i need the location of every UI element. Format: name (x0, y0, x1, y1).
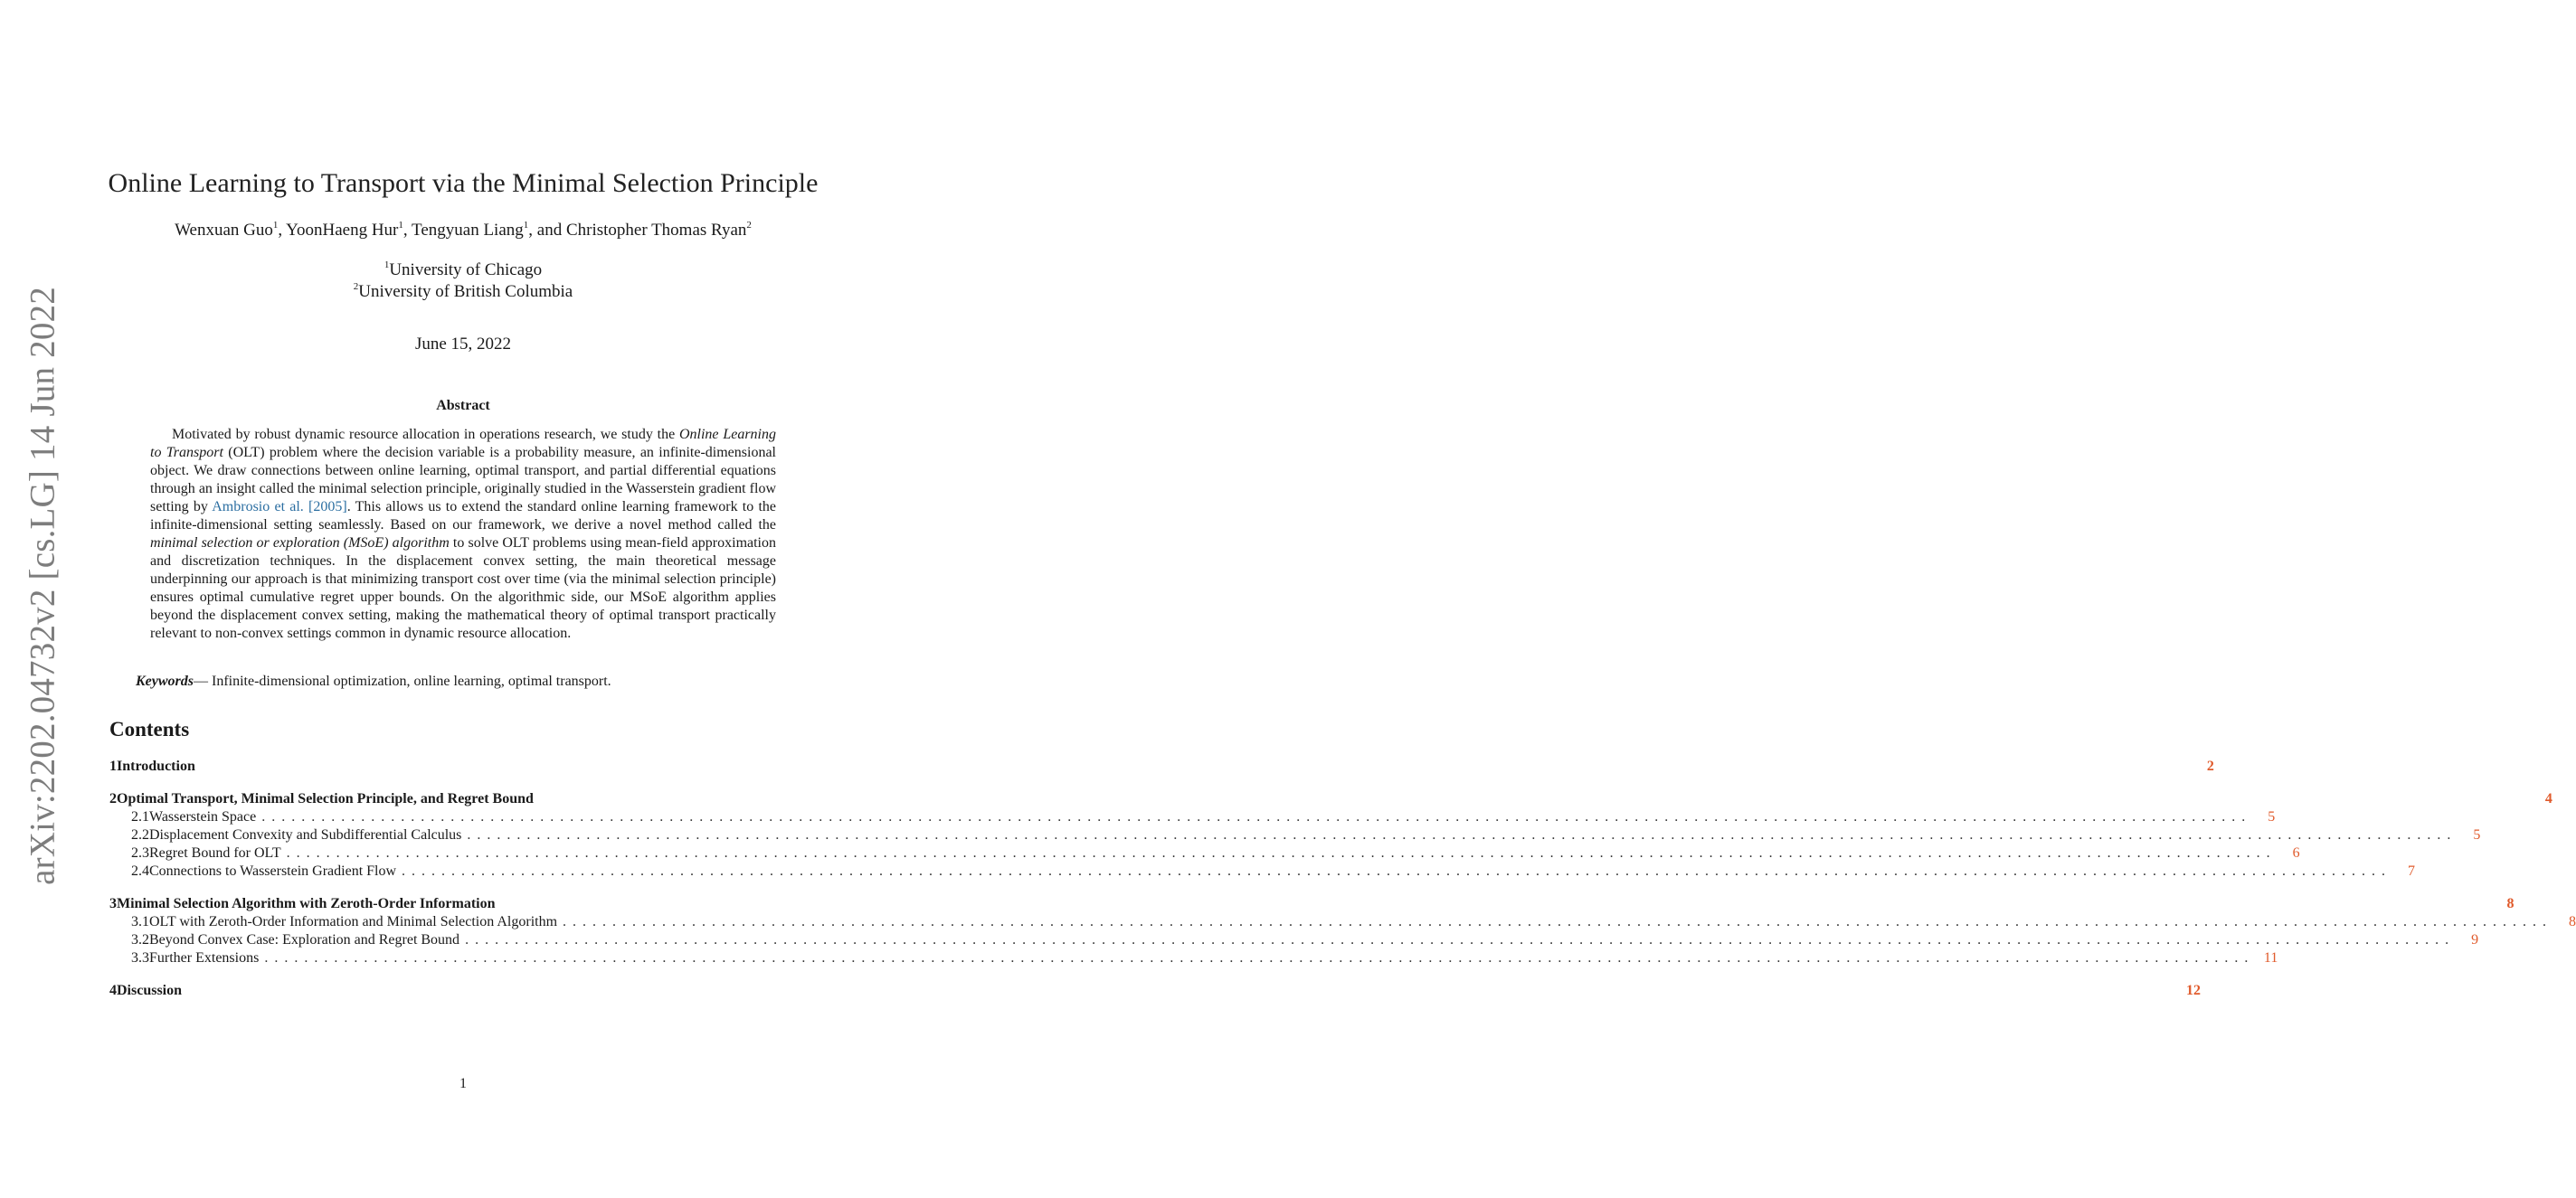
author-list (0, 221, 926, 241)
arxiv-identifier-stamp: arXiv:2202.04732v2 [cs.LG] 14 Jun 2022 (23, 287, 62, 885)
keywords-label: Keywords (136, 674, 194, 689)
toc-entry-number: 2.3 (131, 845, 149, 861)
abstract-segment: (OLT) problem where the decision variable is a probability measure, an infinite-dimensional object. We draw connections between online learning, optimal transport, and partial differential equations through an insight called the minimal selection principle, originally studied in the Wasserstein gradient flow setting by (150, 445, 776, 514)
citation-bracket: ] (342, 499, 347, 514)
toc-section-entry[interactable] (109, 982, 2202, 1000)
citation-authors[interactable]: Ambrosio et al. (212, 499, 304, 514)
affiliation-name: University of Chicago (389, 260, 543, 279)
toc-subsection-entry[interactable] (109, 949, 2278, 967)
toc-entry-number: 4 (109, 983, 117, 998)
toc-entry-number: 3.1 (131, 914, 149, 929)
toc-entry-title[interactable]: Further Extensions (149, 950, 260, 966)
toc-entry-title[interactable]: Regret Bound for OLT (149, 845, 281, 861)
toc-dot-leader: ........................................................................................................................................................................................................ (465, 932, 2456, 948)
toc-subsection-entry[interactable] (109, 826, 2481, 844)
abstract-emphasis: minimal selection or exploration (MSoE) algorithm (150, 535, 450, 551)
author-separator: , (278, 221, 287, 240)
toc-page-link[interactable]: 7 (2408, 863, 2416, 879)
toc-page-link[interactable]: 5 (2268, 809, 2276, 825)
page-number: 1 (459, 1076, 467, 1091)
toc-entry-number: 2.2 (131, 827, 149, 843)
toc-page-link[interactable]: 8 (2506, 896, 2514, 911)
toc-page-link[interactable]: 4 (2544, 791, 2552, 807)
toc-entry-title[interactable]: Minimal Selection Algorithm with Zeroth-Order Information (117, 896, 496, 911)
citation-bracket: [ (303, 499, 314, 514)
toc-page-link[interactable]: 11 (2263, 950, 2278, 966)
citation-year[interactable]: 2005 (313, 499, 343, 514)
keywords-text: Infinite-dimensional optimization, online learning, optimal transport. (212, 674, 611, 689)
affiliation-line (0, 259, 926, 281)
toc-entry-title[interactable]: Displacement Convexity and Subdifferential Calculus (149, 827, 462, 843)
citation-link[interactable] (212, 499, 346, 514)
toc-entry-number: 2 (109, 791, 117, 807)
table-of-contents (109, 758, 2576, 1000)
toc-page-link[interactable]: 9 (2471, 932, 2479, 948)
toc-dot-leader: ........................................................................................................................................................................................................ (286, 845, 2277, 861)
toc-page-link[interactable]: 5 (2473, 827, 2481, 843)
abstract-heading: Abstract (436, 398, 490, 413)
contents-heading: Contents (109, 718, 190, 740)
toc-dot-leader: ........................................................................................................................................................................................................ (563, 914, 2553, 929)
affiliation-line (0, 281, 926, 303)
author-affiliation-mark: 1 (398, 220, 403, 231)
author-name: Wenxuan Guo (175, 221, 273, 240)
toc-entry-number: 2.4 (131, 863, 149, 879)
toc-entry-number: 1 (109, 759, 117, 774)
toc-dot-leader: ........................................................................................................................................................................................................ (264, 950, 2255, 966)
paper-title: Online Learning to Transport via the Minimal Selection Principle (108, 168, 819, 198)
toc-subsection-entry[interactable] (109, 808, 2276, 826)
author-separator: , and (528, 221, 566, 240)
toc-entry-title[interactable]: OLT with Zeroth-Order Information and Minimal Selection Algorithm (149, 914, 558, 929)
toc-entry-number: 2.1 (131, 809, 149, 825)
abstract-segment: . This allows us to extend the standard online learning framework to the infinite-dimensional setting seamlessly. Based on our framework, we derive a novel method called the (150, 499, 777, 533)
toc-page-link[interactable]: 6 (2292, 845, 2300, 861)
publication-date: June 15, 2022 (414, 335, 512, 354)
toc-entry-title[interactable]: Connections to Wasserstein Gradient Flow (149, 863, 397, 879)
toc-page-link[interactable]: 2 (2206, 759, 2214, 774)
toc-subsection-entry[interactable] (109, 863, 2416, 881)
toc-subsection-entry[interactable] (109, 844, 2300, 863)
keywords (136, 674, 787, 690)
author-name: Tengyuan Liang (412, 221, 524, 240)
toc-entry-title[interactable]: Optimal Transport, Minimal Selection Principle, and Regret Bound (117, 791, 534, 807)
keywords-dash: — (194, 674, 212, 689)
toc-entry-title[interactable]: Wasserstein Space (149, 809, 257, 825)
toc-entry-title[interactable]: Beyond Convex Case: Exploration and Regret Bound (149, 932, 460, 948)
author-separator: , (402, 221, 412, 240)
affiliation-mark: 2 (353, 281, 359, 292)
toc-page-link[interactable]: 8 (2569, 914, 2576, 929)
author-name: Christopher Thomas Ryan (565, 221, 747, 240)
toc-entry-number: 3.2 (131, 932, 149, 948)
toc-subsection-entry[interactable] (109, 913, 2576, 931)
toc-section-entry[interactable] (109, 790, 2552, 808)
abstract-text (150, 426, 776, 643)
toc-entry-number: 3 (109, 896, 117, 911)
toc-page-link[interactable]: 12 (2186, 983, 2202, 998)
abstract-segment: to solve OLT problems using mean-field approximation and discretization techniques. In the displacement convex setting, the main theoretical message underpinning our approach is that minimizing transport cost over time (via the minimal selection principle) ensures optimal cumulative regret upper bounds. On the algorithmic side, our MSoE algorithm applies beyond the displacement convex setting, making the mathematical theory of optimal transport practically relevant to non-convex settings common in dynamic resource allocation. (150, 535, 777, 641)
author-affiliation-mark: 1 (272, 220, 279, 231)
affiliation-mark: 1 (384, 259, 390, 270)
toc-subsection-entry[interactable] (109, 931, 2479, 949)
author-affiliation-mark: 1 (523, 220, 529, 231)
toc-section-entry[interactable] (109, 895, 2514, 913)
abstract-segment: Motivated by robust dynamic resource allocation in operations research, we study the (172, 427, 679, 442)
author-name: YoonHaeng Hur (286, 221, 399, 240)
toc-entry-title[interactable]: Introduction (117, 759, 195, 774)
toc-dot-leader: ........................................................................................................................................................................................................ (261, 809, 2252, 825)
toc-entry-title[interactable]: Discussion (117, 983, 183, 998)
affiliations (0, 259, 926, 303)
author-affiliation-mark: 2 (746, 220, 752, 231)
toc-entry-number: 3.3 (131, 950, 149, 966)
toc-dot-leader: ........................................................................................................................................................................................................ (402, 863, 2392, 879)
toc-section-entry[interactable] (109, 758, 2214, 776)
affiliation-name: University of British Columbia (358, 282, 573, 301)
abstract-emphasis: Online Learning to Transport (150, 427, 777, 460)
toc-dot-leader: ........................................................................................................................................................................................................ (467, 827, 2458, 843)
